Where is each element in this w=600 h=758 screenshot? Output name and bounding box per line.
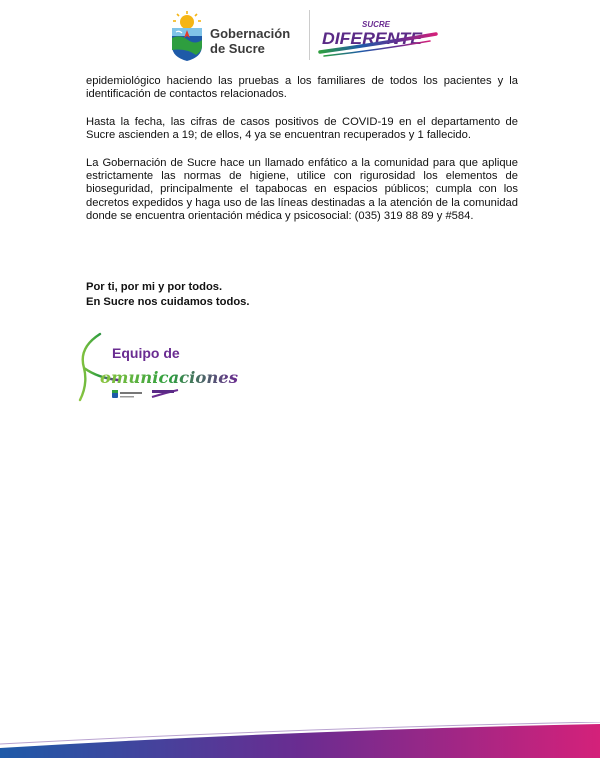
letter-body: [86, 75, 518, 238]
footer-gradient-bar: [0, 722, 600, 758]
gov-name-line2: de Sucre: [210, 41, 265, 56]
sun-rays-icon: [173, 11, 201, 29]
paragraph-1: epidemiológico haciendo las pruebas a los familiares de todos los pacientes y la identificación de contactos relacionados.: [86, 75, 518, 101]
paragraph-2: Hasta la fecha, las cifras de casos positivos de COVID-19 en el departamento de Sucre ascienden a 19; de ellos, 4 ya se encuentran recuperados y 1 fallecido.: [86, 115, 518, 142]
slogan-line2: En Sucre nos cuidamos todos.: [86, 296, 250, 308]
comunicaciones-text: omunicaciones: [100, 368, 238, 387]
mini-logos: [112, 390, 178, 398]
paragraph-3: La Gobernación de Sucre hace un llamado enfático a la comunidad para que aplique estrictamente las normas de higiene, utilice con rigurosidad los elementos de bioseguridad, principalmente el tapabocas en espacios públicos; cumpla con los decretos expedidos y haga uso de las líneas destinadas a la atención de la comunidad donde se encuentra orientación médica y psicosocial: (035) 319 88 89 y #584.: [86, 156, 518, 223]
gobernacion-name: [210, 26, 290, 56]
slogan: [86, 280, 250, 310]
letterhead: [0, 0, 600, 70]
sucre-diferente-logo: [318, 14, 440, 60]
header-divider: [309, 10, 310, 60]
diferente-text: DIFERENTE: [322, 29, 423, 48]
equipo-de-text: Equipo de: [112, 345, 180, 361]
gov-name-line1: Gobernación: [210, 26, 291, 41]
equipo-comunicaciones-signature: [70, 328, 260, 408]
slogan-line1: Por ti, por mi y por todos.: [86, 281, 223, 293]
gobernacion-shield-logo: [168, 10, 206, 62]
sucre-small-text: SUCRE: [362, 20, 391, 29]
